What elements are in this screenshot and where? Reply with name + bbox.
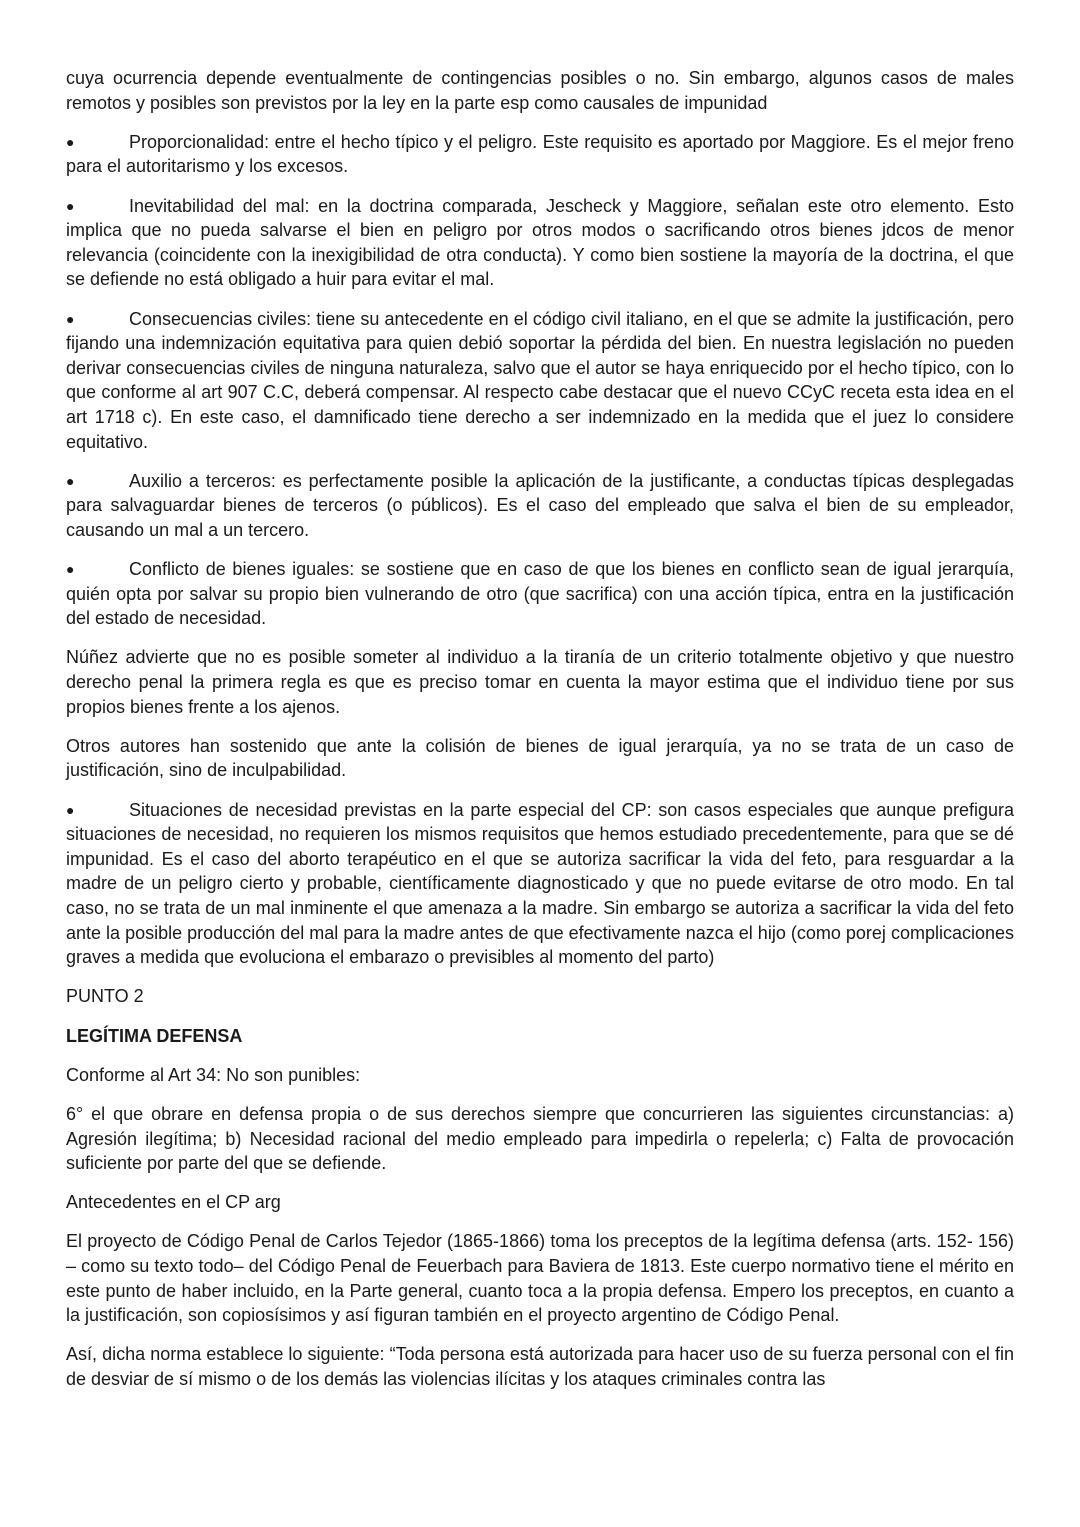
bullet-text: Inevitabilidad del mal: en la doctrina comparada, Jescheck y Maggiore, señalan este otro elemento. Esto implica que no pueda salvarse el bien en peligro por otros modos o sacrificando otros bienes jdcos de menor relevancia (coincidente con la inexigibilidad de otra conducta). Y como bien sostiene la mayoría de la doctrina, el que se defiende no está obligado a huir para evitar el mal.	[66, 195, 1014, 290]
bullet-text: Proporcionalidad: entre el hecho típico y el peligro. Este requisito es aportado por Maggiore. Es el mejor freno para el autoritarismo y los excesos.	[66, 131, 1014, 177]
bullet-icon: ●	[66, 472, 75, 489]
bullet-item-situaciones-necesidad	[66, 798, 1014, 970]
bullet-icon: ●	[66, 310, 75, 327]
paragraph: cuya ocurrencia depende eventualmente de contingencias posibles o no. Sin embargo, algunos casos de males remotos y posibles son previstos por la ley en la parte esp como causales de impunidad	[66, 68, 1014, 113]
bullet-item-inevitabilidad	[66, 194, 1014, 292]
bullet-item-auxilio-terceros	[66, 469, 1014, 543]
paragraph: Núñez advierte que no es posible someter al individuo a la tiranía de un criterio totalmente objetivo y que nuestro derecho penal la primera regla es que es preciso tomar en cuenta la mayor estima que el individuo tiene por sus propios bienes frente a los ajenos.	[66, 647, 1014, 717]
paragraph: 6° el que obrare en defensa propia o de sus derechos siempre que concurrieren las siguientes circunstancias: a) Agresión ilegítima; b) Necesidad racional del medio empleado para impedirla o repelerla; c) Falta de provocación suficiente por parte del que se defiende.	[66, 1103, 1014, 1174]
paragraph: Así, dicha norma establece lo siguiente: “Toda persona está autorizada para hacer uso de su fuerza personal con el fin de desviar de sí mismo o de los demás las violencias ilícitas y los ataques criminales contra las	[66, 1344, 1014, 1390]
bullet-item-proporcionalidad	[66, 130, 1014, 179]
document-page	[66, 66, 1014, 1406]
bullet-icon: ●	[66, 133, 75, 150]
paragraph: El proyecto de Código Penal de Carlos Tejedor (1865-1866) toma los preceptos de la legítima defensa (arts. 152- 156) – como su texto todo– del Código Penal de Feuerbach para Baviera de 1813. Este cuerpo normativo tiene el mérito en este punto de haber incluido, en la Parte general, cuanto toca a la propia defensa. Empero los preceptos, en cuanto a la justificación, son copiosísimos y así figuran también en el proyecto argentino de Código Penal.	[66, 1231, 1014, 1326]
bullet-text: Consecuencias civiles: tiene su antecedente en el código civil italiano, en el que se admite la justificación, pero fijando una indemnización equitativa para quien debió soportar la pérdida del bien. En nuestra legislación no pueden derivar consecuencias civiles de ninguna naturaleza, salvo que el autor se haya enriquecido por el hecho típico, con lo que conforme al art 907 C.C, deberá compensar. Al respecto cabe destacar que el nuevo CCyC receta esta idea en el art 1718 c). En este caso, el damnificado tiene derecho a ser indemnizado en la medida que el juez lo considere equitativo.	[66, 308, 1014, 452]
section-heading: LEGÍTIMA DEFENSA	[66, 1025, 243, 1046]
bullet-text: Auxilio a terceros: es perfectamente posible la aplicación de la justificante, a conductas típicas desplegadas para salvaguardar bienes de terceros (o públicos). Es el caso del empleado que salva el bien de su empleador, causando un mal a un tercero.	[66, 470, 1014, 540]
paragraph: Otros autores han sostenido que ante la colisión de bienes de igual jerarquía, ya no se trata de un caso de justificación, sino de inculpabilidad.	[66, 735, 1014, 781]
section-label: PUNTO 2	[66, 986, 144, 1007]
paragraph: Conforme al Art 34: No son punibles:	[66, 1064, 361, 1085]
bullet-text: Conflicto de bienes iguales: se sostiene que en caso de que los bienes en conflicto sean de igual jerarquía, quién opta por salvar su propio bien vulnerando de otro (que sacrifica) con una acción típica, entra en la justificación del estado de necesidad.	[66, 559, 1014, 629]
bullet-icon: ●	[66, 561, 75, 578]
bullet-item-conflicto-bienes	[66, 557, 1014, 631]
bullet-item-consecuencias-civiles	[66, 307, 1014, 455]
bullet-text: Situaciones de necesidad previstas en la parte especial del CP: son casos especiales que aunque prefigura situaciones de necesidad, no requieren los mismos requisitos que hemos estudiado precedentemente, para que se dé impunidad. Es el caso del aborto terapéutico en el que se autoriza sacrificar la vida del feto, para resguardar a la madre de un peligro cierto y probable, científicamente diagnosticado y que no puede evitarse de otro modo. En tal caso, no se trata de un mal inminente el que amenaza a la madre. Sin embargo se autoriza a sacrificar la vida del feto ante la posible producción del mal para la madre antes de que efectivamente nazca el hijo (como porej complicaciones graves a medida que evoluciona el embarazo o previsibles al momento del parto)	[66, 799, 1014, 968]
paragraph: Antecedentes en el CP arg	[66, 1192, 281, 1213]
bullet-icon: ●	[66, 197, 75, 214]
bullet-icon: ●	[66, 801, 75, 818]
